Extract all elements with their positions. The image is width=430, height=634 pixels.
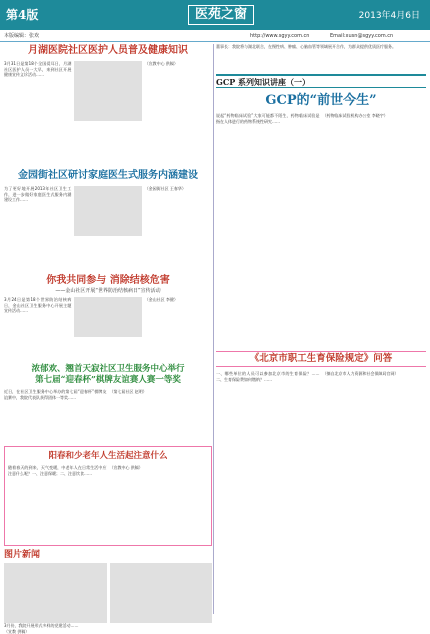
article-photo <box>74 186 141 236</box>
article-text: 为了更好地开展2013年社区卫生工作，进一步做好家庭医生式服务内涵建设工作…… <box>4 186 72 203</box>
column-divider <box>213 44 214 614</box>
article-text: 说起“药物临床试验”大家可能都不陌生，药物临床试验是指在人体进行的药物系统性研究…… <box>216 113 320 124</box>
headline-spring-tips: 阳春和少老年人生活起注意什么 <box>48 451 168 461</box>
article-photo <box>110 563 213 623</box>
headline-kicker: ——金山社区开展“世界防治结核病日”宣传活动 <box>55 288 161 294</box>
page-label: 第4版 <box>6 8 39 22</box>
article-source: （宣教 供稿） <box>4 628 30 634</box>
headline-ear-day: 月湖医院社区医护人员普及健康知识 <box>28 45 188 56</box>
editor-credit: 本版编辑：张欢 <box>4 33 40 39</box>
headline-tb-day: 你我共同参与 消除结核危害 <box>46 275 170 286</box>
headline-photo-news: 图片新闻 <box>4 550 41 560</box>
article-text: 3月31日是第18个全国爱耳日，月湖社区医护人员一大早，来到社区开展健康宣传义诊活动…… <box>4 61 72 78</box>
article-text: 3月份，我院开展形式多样的党建活动…… <box>4 623 79 628</box>
site-url[interactable]: http://www.sgyy.com.cn <box>250 33 310 39</box>
sub-header <box>0 30 430 42</box>
article-source: （金山社区 李健） <box>144 297 178 302</box>
article-source: （摘自北京市人力资源和社会保障局官网） <box>322 371 399 376</box>
article-source: （宣教中心 供稿） <box>109 465 143 470</box>
article-text: 董事长：我院将与湖北联合，在慢性病、肿瘤、心脑血管等领域展开合作，为群众提供优质医疗服务。 <box>216 44 396 49</box>
headline-gcp: GCP的“前世今生” <box>265 93 377 108</box>
article-source: （宣教中心 供稿） <box>144 61 178 66</box>
article-photo <box>4 563 107 623</box>
article-source: （第七届社区 赵明） <box>109 389 147 394</box>
page-header <box>0 0 430 30</box>
headline-chess-award-l2: 第七届“迎春杯”棋牌友谊赛人赛一等奖 <box>35 375 181 385</box>
headline-family-doctor: 金园街社区研讨家庭医生式服务内涵建设 <box>18 170 198 181</box>
article-text: 近日，在社区卫生服务中心举办的第七届“迎春杯”棋牌友谊赛中，我院代表队获得团体一等奖…… <box>4 389 107 400</box>
article-source: （药物临床试验机构办公室 李晓宇） <box>322 113 388 118</box>
right-column <box>216 44 426 591</box>
article-photo <box>74 297 141 337</box>
article-source: （金园街社区 王春华） <box>144 186 186 191</box>
article-text: 随着春天的到来，天气变暖，中老年人在日常生活中应注意什么呢？一、注意保暖；二、注意饮食…… <box>8 465 107 476</box>
lecture-series-header: GCP 系列知识讲座（一） <box>216 77 310 87</box>
article-photo <box>74 61 141 121</box>
issue-date: 2013年4月6日 <box>358 11 420 21</box>
article-text: 3月24日是第18个世界防治结核病日，金山社区卫生服务中心开展主题宣传活动…… <box>4 297 72 314</box>
article-text: 一、哪些单位的人员可以参加北京市的生育保险？……二、生育保险费如何缴纳？…… <box>216 371 320 382</box>
headline-maternity-qa: 《北京市职工生育保险规定》问答 <box>216 351 426 367</box>
headline-chess-award-l1: 浓郁欢、翘首天寂社区卫生服务中心举行 <box>31 364 185 374</box>
masthead-logo: 医苑之窗 <box>188 5 254 25</box>
contact-email[interactable]: Email:xusn@sgyy.com.cn <box>330 33 394 39</box>
